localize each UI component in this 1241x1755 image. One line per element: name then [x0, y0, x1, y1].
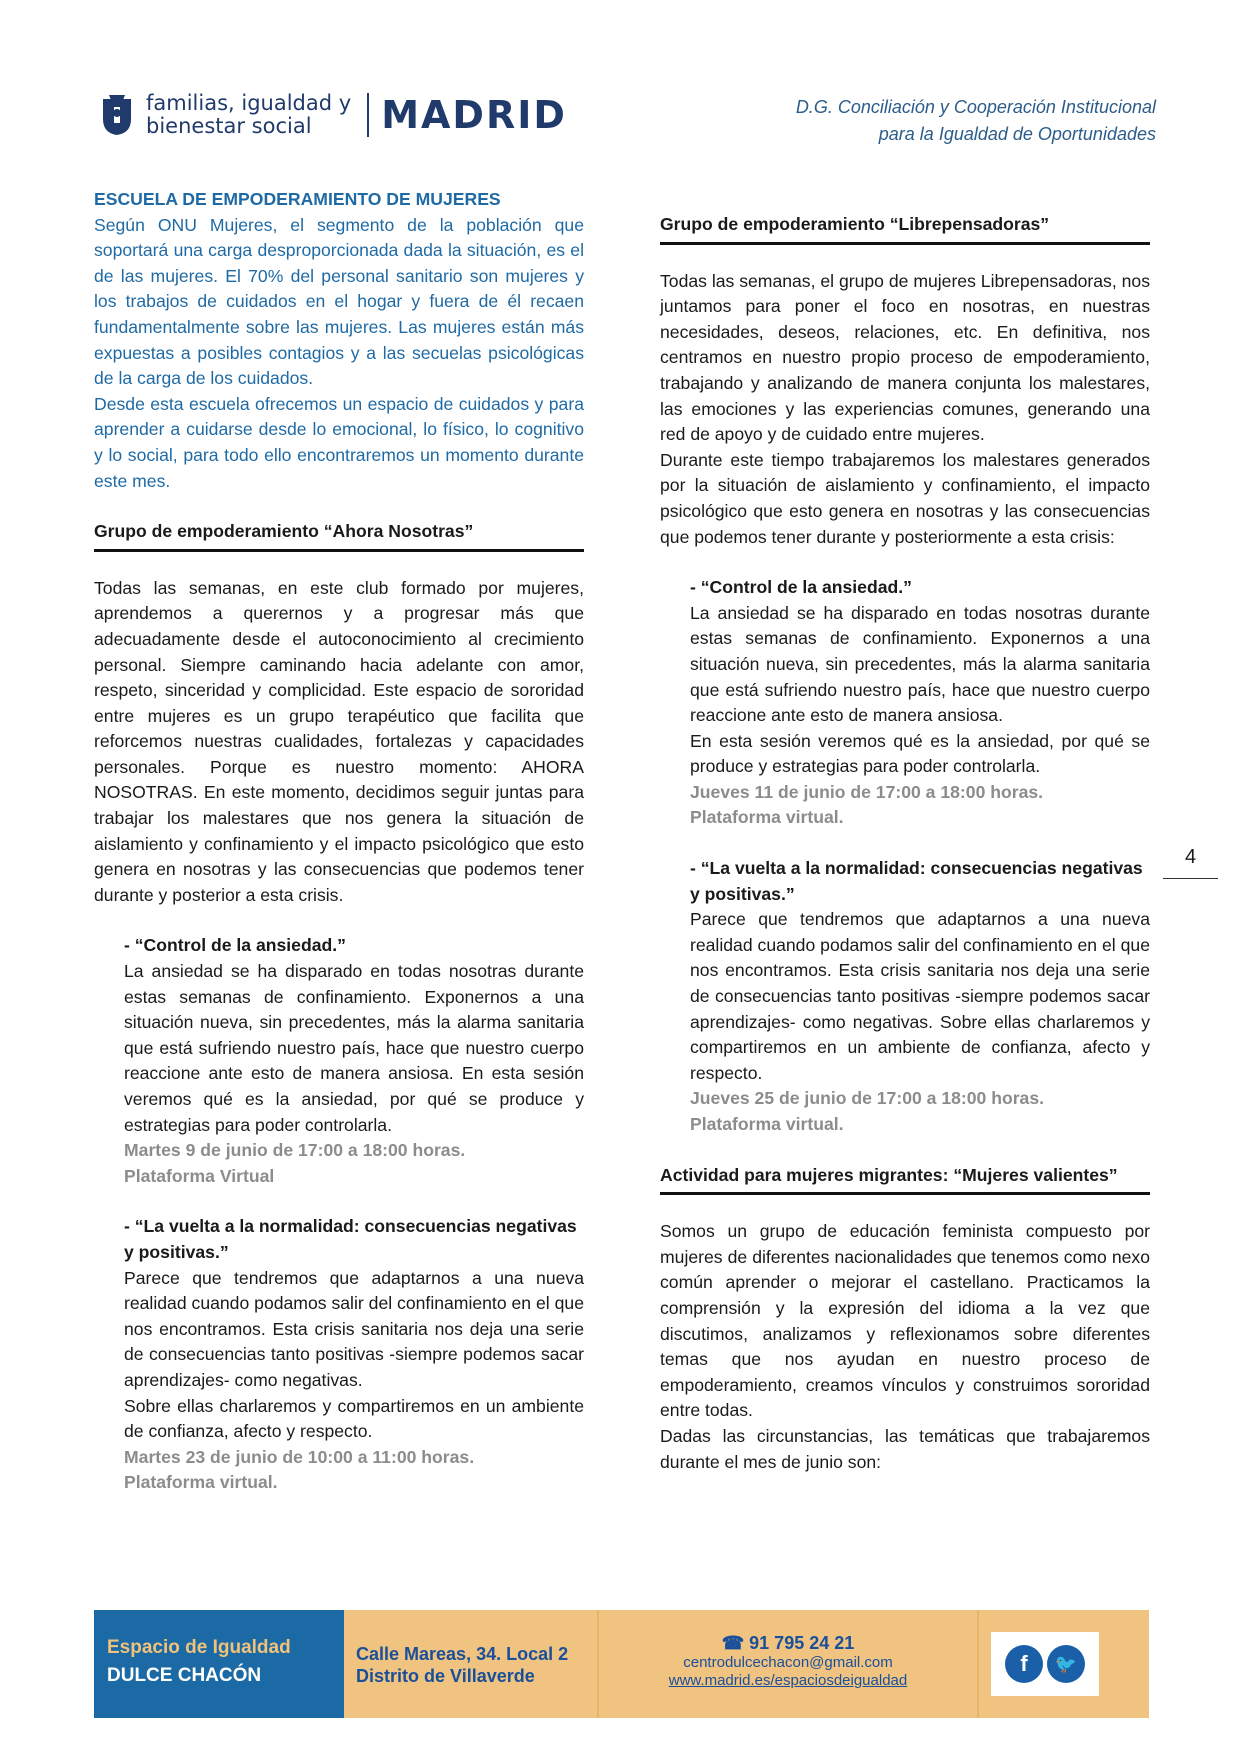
activity-body: Parece que tendremos que adaptarnos a una nueva realidad cuando podamos salir del confinamiento en el que nos encontramos. Esta crisis sanitaria nos deja una serie de consecuencias tanto positivas -siempre podemos sacar aprendizajes- como negativas.: [124, 1267, 584, 1390]
mujeres-valientes-title: Actividad para mujeres migrantes: “Mujeres valientes”: [660, 1164, 1118, 1185]
logo-separator: [367, 93, 369, 137]
footer-phone[interactable]: [599, 1632, 977, 1654]
activity-body: Sobre ellas charlaremos y compartiremos en un ambiente de confianza, afecto y respecto.: [124, 1395, 584, 1442]
logo-line-2: bienestar social: [146, 114, 312, 138]
footer-name-line-2: DULCE CHACÓN: [107, 1665, 262, 1686]
logo-city: MADRID: [381, 93, 567, 137]
activity-body: Parece que tendremos que adaptarnos a una nueva realidad cuando podamos salir del confinamiento en el que nos encontramos. Esta crisis sanitaria nos deja una serie de consecuencias tanto positivas -siempre podemos sacar aprendizajes- como negativas. Sobre ellas charlaremos y compartiremos en un ambiente de confianza, afecto y respecto.: [690, 909, 1150, 1083]
social-icons: [991, 1632, 1099, 1696]
activity-body: La ansiedad se ha disparado en todas nosotras durante estas semanas de confinamiento. Exponernos a una situación nueva, sin precedentes, más la alarma sanitaria que está sufriendo nuestro país, hace que nuestro cuerpo reaccione ante esto de manera ansiosa. En esta sesión veremos qué es la ansiedad, por qué se produce y estrategias para poder controlarla.: [124, 961, 584, 1135]
footer-contact: [597, 1610, 977, 1718]
directorate-header: [796, 94, 1156, 148]
activity-date: Jueves 11 de junio de 17:00 a 18:00 horas.: [690, 781, 1044, 802]
activity-date: Jueves 25 de junio de 17:00 a 18:00 horas.: [690, 1088, 1045, 1109]
phone-icon: ☎: [721, 1633, 745, 1653]
activity-title: - “La vuelta a la normalidad: consecuencias negativas y positivas.”: [124, 1216, 577, 1262]
school-heading: ESCUELA DE EMPODERAMIENTO DE MUJERES: [94, 189, 501, 209]
intro-paragraph-1: Según ONU Mujeres, el segmento de la población que soportará una carga desproporcionada dada la situación, es el de las mujeres. El 70% del personal sanitario son mujeres y los trabajos de cuidados en el hogar y fuera de él recaen fundamentalmente sobre las mujeres. Las mujeres están más expuestas a posibles contagios y a las secuelas psicológicas de la carga de los cuidados.: [94, 214, 584, 389]
activity-body: En esta sesión veremos qué es la ansiedad, por qué se produce y estrategias para poder controlarla.: [690, 730, 1150, 777]
left-column: [94, 187, 584, 1496]
footer-web-link[interactable]: www.madrid.es/espaciosdeigualdad: [668, 1672, 908, 1689]
footer-social: [977, 1610, 1149, 1718]
activity-date: Martes 9 de junio de 17:00 a 18:00 horas.: [124, 1140, 466, 1161]
twitter-icon[interactable]: 🐦: [1047, 1645, 1085, 1683]
page-number: 4: [1184, 846, 1197, 868]
section-rule: [660, 242, 1150, 245]
activity-title: - “Control de la ansiedad.”: [124, 935, 346, 956]
activity-libre-ansiedad: [690, 575, 1150, 1137]
librepensadoras-body-2: Durante este tiempo trabajaremos los malestares generados por la situación de aislamiento y confinamiento, el impacto psicológico que esto genera en nosotras y las consecuencias que podemos tener durante y posteriormente a esta crisis:: [660, 449, 1150, 547]
footer: [94, 1610, 1149, 1718]
footer-address-line-1: Calle Mareas, 34. Local 2: [356, 1644, 569, 1664]
right-column: [660, 212, 1150, 1475]
librepensadoras-title: Grupo de empoderamiento “Librepensadoras”: [660, 214, 1050, 234]
facebook-icon[interactable]: f: [1005, 1645, 1043, 1683]
intro-paragraph-2: Desde esta escuela ofrecemos un espacio de cuidados y para aprender a cuidarse desde lo emocional, lo físico, lo cognitivo y lo social, para todo ello encontraremos un momento durante este mes.: [94, 393, 584, 491]
section-rule: [94, 549, 584, 552]
mujeres-valientes-body-2: Dadas las circunstancias, las temáticas que trabajaremos durante el mes de junio son:: [660, 1425, 1150, 1472]
activity-title: - “La vuelta a la normalidad: consecuencias negativas y positivas.”: [690, 858, 1143, 904]
page-number-rule: [1163, 878, 1218, 879]
footer-name-line-1: Espacio de Igualdad: [107, 1637, 291, 1658]
footer-address: [344, 1610, 597, 1718]
activity-platform: Plataforma Virtual: [124, 1165, 275, 1186]
ahora-nosotras-body: Todas las semanas, en este club formado por mujeres, aprendemos a querernos y a progresar más que adecuadamente desde el autoconocimiento al crecimiento personal. Siempre caminando hacia adelante con amor, respeto, sinceridad y complicidad. Este espacio de sororidad entre mujeres es un grupo terapéutico que facilita que reforcemos nuestras cualidades, fortalezas y capacidades personales. Porque es nuestro momento: AHORA NOSOTRAS. En este momento, decidimos seguir juntas para trabajar los malestares que nos genera la situación de aislamiento y confinamiento y el impacto psicológico que esto genera en nosotras y las consecuencias que podemos tener durante y posterior a esta crisis.: [94, 577, 584, 905]
activity-date: Martes 23 de junio de 10:00 a 11:00 horas.: [124, 1446, 475, 1467]
directorate-line-2: para la Igualdad de Oportunidades: [878, 124, 1156, 144]
mujeres-valientes-body-1: Somos un grupo de educación feminista compuesto por mujeres de diferentes nacionalidades que tenemos como nexo común aprender o mejorar el castellano. Practicamos la comprensión y la expresión del idioma a la vez que discutimos, analizamos y reflexionamos sobre diferentes temas que nos ayudan en nuestro proceso de empoderamiento, creamos vínculos y construimos sororidad entre todas.: [660, 1221, 1150, 1421]
madrid-logo: [100, 92, 567, 138]
activity-platform: Plataforma virtual.: [690, 1114, 844, 1134]
librepensadoras-body-1: Todas las semanas, el grupo de mujeres Librepensadoras, nos juntamos para poner el foco en nosotras, en nuestras necesidades, deseos, relaciones, etc. En definitiva, nos centramos en nuestro propio proceso de empoderamiento, trabajando y analizando de manera conjunta los malestares, las emociones y las experiencias comunes, generando una red de apoyo y de cuidado entre mujeres.: [660, 270, 1150, 445]
directorate-line-1: D.G. Conciliación y Cooperación Institucional: [795, 97, 1156, 117]
madrid-crest-icon: [100, 93, 134, 137]
activity-title: - “Control de la ansiedad.”: [690, 577, 912, 598]
activity-platform: Plataforma virtual.: [690, 807, 844, 828]
activity-platform: Plataforma virtual.: [124, 1472, 278, 1493]
activity-body: La ansiedad se ha disparado en todas nosotras durante estas semanas de confinamiento. Exponernos a una situación nueva, sin precedentes, más la alarma sanitaria que está sufriendo nuestro país, hace que nuestro cuerpo reaccione ante esto de manera ansiosa.: [690, 602, 1150, 726]
footer-address-line-2: Distrito de Villaverde: [356, 1666, 535, 1686]
activity-ahora-ansiedad: [124, 933, 584, 1495]
phone-number: 91 795 24 21: [749, 1633, 855, 1653]
logo-line-1: familias, igualdad y: [146, 91, 352, 115]
footer-email-link[interactable]: centrodulcechacon@gmail.com: [683, 1654, 893, 1671]
ahora-nosotras-title: Grupo de empoderamiento “Ahora Nosotras”: [94, 521, 474, 542]
section-rule: [660, 1192, 1150, 1195]
footer-center-name: [94, 1610, 344, 1718]
logo-department-text: [146, 92, 351, 138]
